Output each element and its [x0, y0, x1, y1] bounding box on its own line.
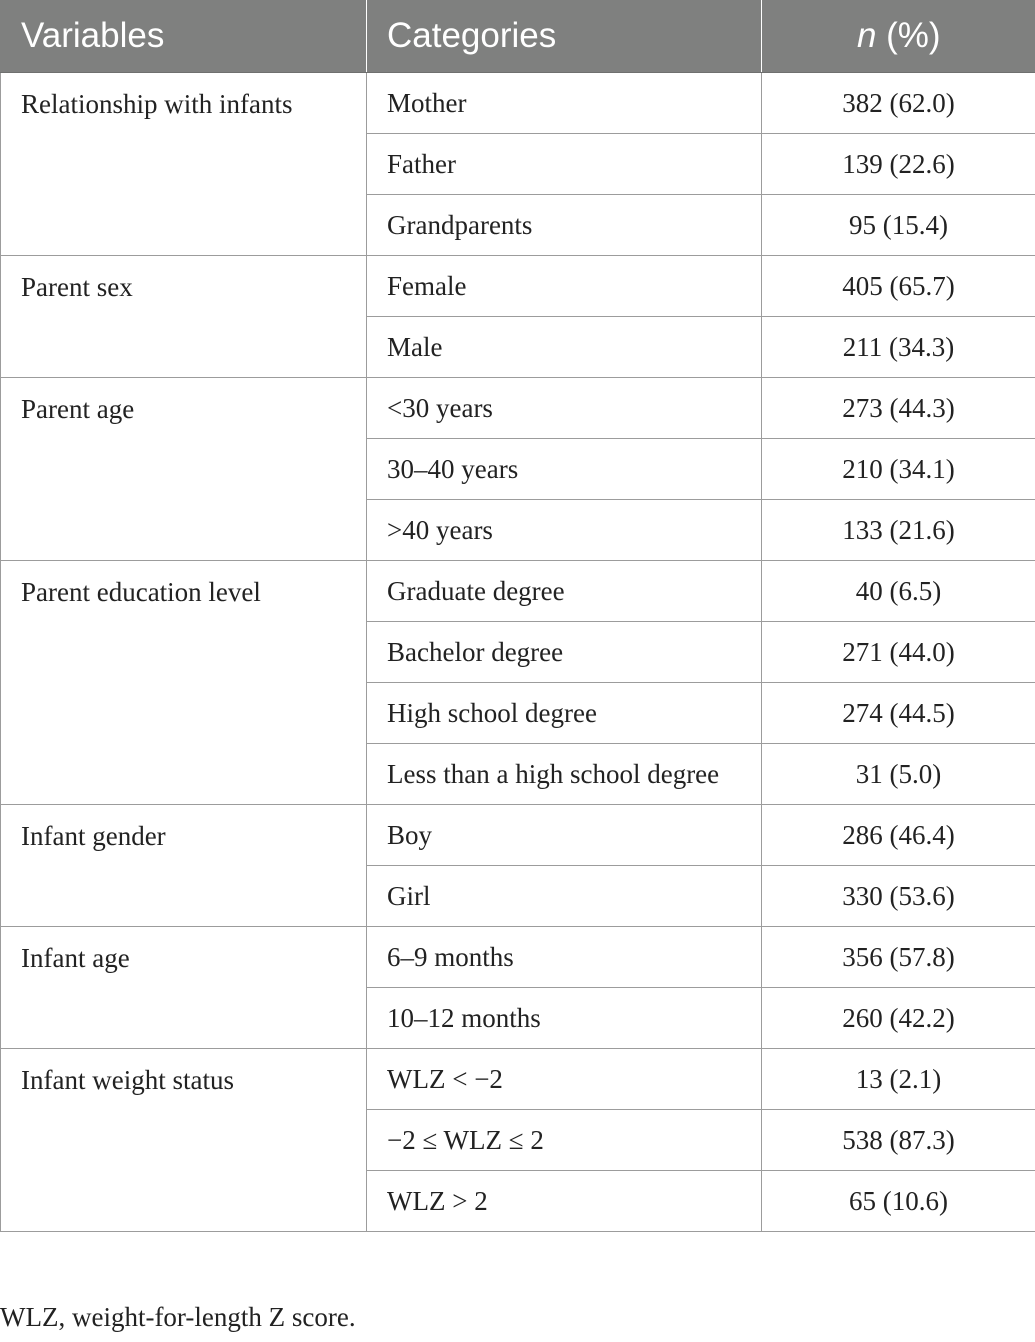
table-footnote: WLZ, weight-for-length Z score. [0, 1302, 356, 1332]
table-row [1, 73, 1035, 134]
header-variables: Variables [1, 0, 367, 73]
value-cell: 211 (34.3) [762, 317, 1035, 378]
header-percent: (%) [876, 16, 941, 55]
variable-cell: Parent age [1, 378, 367, 561]
variable-cell: Infant weight status [1, 1049, 367, 1232]
variable-cell: Relationship with infants [1, 73, 367, 256]
value-cell: 274 (44.5) [762, 683, 1035, 744]
category-cell: High school degree [367, 683, 762, 744]
value-cell: 382 (62.0) [762, 73, 1035, 134]
category-cell: Male [367, 317, 762, 378]
value-cell: 31 (5.0) [762, 744, 1035, 805]
header-n-percent [762, 0, 1035, 73]
category-cell: 30–40 years [367, 439, 762, 500]
category-cell: Grandparents [367, 195, 762, 256]
category-cell: Bachelor degree [367, 622, 762, 683]
category-cell: 10–12 months [367, 988, 762, 1049]
category-cell: WLZ > 2 [367, 1171, 762, 1232]
variable-cell: Parent sex [1, 256, 367, 378]
value-cell: 95 (15.4) [762, 195, 1035, 256]
category-cell: Graduate degree [367, 561, 762, 622]
category-cell: <30 years [367, 378, 762, 439]
value-cell: 139 (22.6) [762, 134, 1035, 195]
value-cell: 210 (34.1) [762, 439, 1035, 500]
value-cell: 538 (87.3) [762, 1110, 1035, 1171]
value-cell: 260 (42.2) [762, 988, 1035, 1049]
value-cell: 133 (21.6) [762, 500, 1035, 561]
category-cell: >40 years [367, 500, 762, 561]
table-row [1, 805, 1035, 866]
variable-cell: Infant age [1, 927, 367, 1049]
value-cell: 405 (65.7) [762, 256, 1035, 317]
value-cell: 330 (53.6) [762, 866, 1035, 927]
table-row [1, 1049, 1035, 1110]
header-n: n [856, 16, 877, 55]
table-row [1, 378, 1035, 439]
category-cell: −2 ≤ WLZ ≤ 2 [367, 1110, 762, 1171]
category-cell: Boy [367, 805, 762, 866]
value-cell: 273 (44.3) [762, 378, 1035, 439]
category-cell: WLZ < −2 [367, 1049, 762, 1110]
table-row [1, 561, 1035, 622]
category-cell: Mother [367, 73, 762, 134]
variable-cell: Parent education level [1, 561, 367, 805]
category-cell: Less than a high school degree [367, 744, 762, 805]
variable-cell: Infant gender [1, 805, 367, 927]
header-categories: Categories [367, 0, 762, 73]
table-body [1, 73, 1035, 1232]
value-cell: 40 (6.5) [762, 561, 1035, 622]
value-cell: 356 (57.8) [762, 927, 1035, 988]
category-cell: 6–9 months [367, 927, 762, 988]
table-row [1, 927, 1035, 988]
category-cell: Father [367, 134, 762, 195]
category-cell: Girl [367, 866, 762, 927]
value-cell: 65 (10.6) [762, 1171, 1035, 1232]
value-cell: 286 (46.4) [762, 805, 1035, 866]
table-header-row [1, 0, 1035, 73]
value-cell: 13 (2.1) [762, 1049, 1035, 1110]
category-cell: Female [367, 256, 762, 317]
table-row [1, 256, 1035, 317]
value-cell: 271 (44.0) [762, 622, 1035, 683]
